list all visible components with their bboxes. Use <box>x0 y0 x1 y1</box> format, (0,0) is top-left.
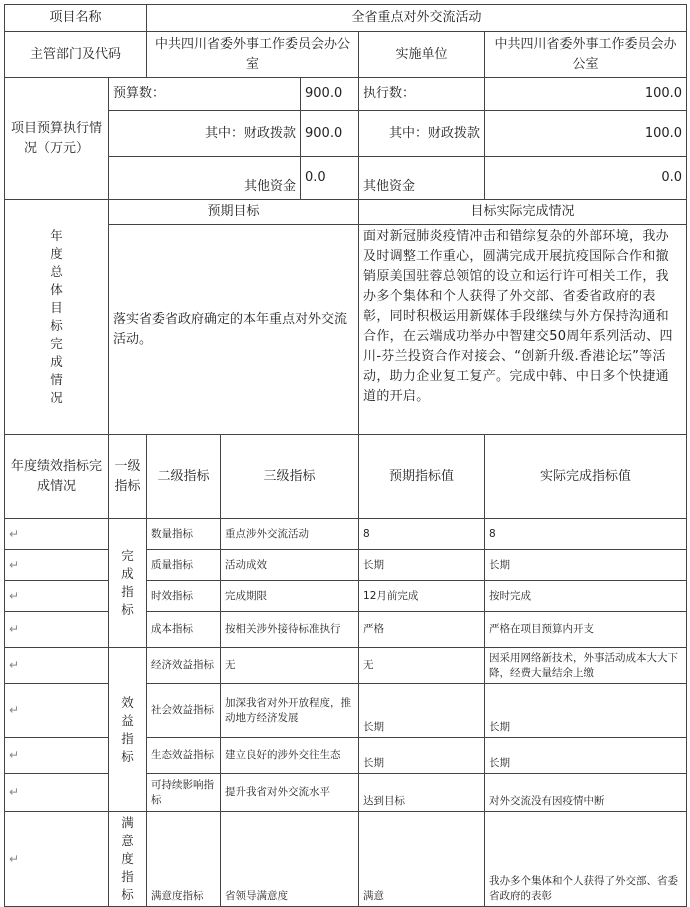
row-l2: 时效指标 <box>147 581 221 612</box>
row-expected: 达到目标 <box>359 774 485 812</box>
row-marker: ↵ <box>5 612 109 648</box>
row-actual: 严格在项目预算内开支 <box>485 612 687 648</box>
row-marker: ↵ <box>5 738 109 774</box>
actual-goal-text: 面对新冠肺炎疫情冲击和错综复杂的外部环境，我办及时调整工作重心，圆满完成开展抗疫国际合作和撤销原美国驻蓉总领馆的设立和运行许可相关工作，我办多个集体和个人获得了外交部、省委省政府的表彰，同时积极运用新媒体手段继续与外方保持沟通和合作，在云端成功举办中智建交50周年系列活动、四川-芬兰投资合作对接会、“创新升级.香港论坛”等活动，助力企业复工复产。完成中韩、中日多个快捷通道的开启。 <box>359 225 687 435</box>
table-row <box>5 648 687 684</box>
expected-goal-header: 预期目标 <box>109 200 359 225</box>
col-level2-header: 二级指标 <box>147 435 221 519</box>
row-l3: 加深我省对外开放程度，推动地方经济发展 <box>221 684 359 738</box>
impl-value: 中共四川省委外事工作委员会办公室 <box>485 32 687 78</box>
dept-value: 中共四川省委外事工作委员会办公室 <box>147 32 359 78</box>
expected-goal-text: 落实省委省政府确定的本年重点对外交流活动。 <box>109 225 359 435</box>
row-actual: 因采用网络新技术，外事活动成本大大下降，经费大量结余上缴 <box>485 648 687 684</box>
row-expected: 严格 <box>359 612 485 648</box>
row-l3: 活动成效 <box>221 550 359 581</box>
row-expected: 长期 <box>359 550 485 581</box>
project-name-label: 项目名称 <box>5 5 147 32</box>
row-marker: ↵ <box>5 648 109 684</box>
row-l2: 质量指标 <box>147 550 221 581</box>
exec-fiscal-label: 其中：财政拨款 <box>359 111 485 157</box>
table-row <box>5 684 687 738</box>
exec-label: 执行数： <box>359 78 485 111</box>
budget-other-label: 其他资金 <box>109 157 301 200</box>
row-expected: 12月前完成 <box>359 581 485 612</box>
budget-label: 预算数： <box>109 78 301 111</box>
row-l2: 生态效益指标 <box>147 738 221 774</box>
actual-goal-header: 目标实际完成情况 <box>359 200 687 225</box>
row-l3: 建立良好的涉外交往生态 <box>221 738 359 774</box>
row-l2: 数量指标 <box>147 519 221 550</box>
budget-value: 900.0 <box>301 78 359 111</box>
row-actual: 8 <box>485 519 687 550</box>
row-expected: 无 <box>359 648 485 684</box>
budget-fiscal-label: 其中：财政拨款 <box>109 111 301 157</box>
row-actual: 长期 <box>485 684 687 738</box>
table-row <box>5 581 687 612</box>
row-marker: ↵ <box>5 519 109 550</box>
row-l3: 提升我省对外交流水平 <box>221 774 359 812</box>
col-level3-header: 三级指标 <box>221 435 359 519</box>
row-expected: 长期 <box>359 684 485 738</box>
row-expected: 长期 <box>359 738 485 774</box>
impl-label: 实施单位 <box>359 32 485 78</box>
table-row <box>5 550 687 581</box>
dept-label: 主管部门及代码 <box>5 32 147 78</box>
table-row <box>5 812 687 907</box>
annual-goal-vertical-text: 年 度 总 体 目 标 完 成 情 况 <box>50 228 63 405</box>
row-l2: 满意度指标 <box>147 812 221 907</box>
budget-other-value: 0.0 <box>301 157 359 200</box>
row-actual: 按时完成 <box>485 581 687 612</box>
table-row <box>5 738 687 774</box>
row-actual: 对外交流没有因疫情中断 <box>485 774 687 812</box>
row-l2: 社会效益指标 <box>147 684 221 738</box>
exec-other-label: 其他资金 <box>359 157 485 200</box>
budget-section-label: 项目预算执行情况（万元） <box>5 78 109 200</box>
group-satisfaction-text: 满 意 度 指 标 <box>121 815 134 902</box>
row-l3: 无 <box>221 648 359 684</box>
row-actual: 长期 <box>485 550 687 581</box>
row-marker: ↵ <box>5 774 109 812</box>
group-benefit <box>109 648 147 812</box>
project-name-value: 全省重点对外交流活动 <box>147 5 687 32</box>
group-completion-text: 完 成 指 标 <box>121 548 134 617</box>
row-marker: ↵ <box>5 581 109 612</box>
col-expected-header: 预期指标值 <box>359 435 485 519</box>
group-completion <box>109 519 147 648</box>
col-actual-header: 实际完成指标值 <box>485 435 687 519</box>
col-level1-header: 一级指标 <box>109 435 147 519</box>
row-expected: 8 <box>359 519 485 550</box>
perf-section-label: 年度绩效指标完成情况 <box>5 435 109 519</box>
budget-fiscal-value: 900.0 <box>301 111 359 157</box>
group-satisfaction <box>109 812 147 907</box>
row-l2: 经济效益指标 <box>147 648 221 684</box>
row-actual: 长期 <box>485 738 687 774</box>
row-l3: 重点涉外交流活动 <box>221 519 359 550</box>
performance-table <box>4 4 687 907</box>
exec-fiscal-value: 100.0 <box>485 111 687 157</box>
table-row <box>5 519 687 550</box>
annual-goal-label <box>5 200 109 435</box>
exec-value: 100.0 <box>485 78 687 111</box>
row-marker: ↵ <box>5 812 109 907</box>
row-l2: 成本指标 <box>147 612 221 648</box>
row-l3: 省领导满意度 <box>221 812 359 907</box>
table-row <box>5 774 687 812</box>
row-expected: 满意 <box>359 812 485 907</box>
group-benefit-text: 效 益 指 标 <box>121 694 134 764</box>
table-row <box>5 612 687 648</box>
row-l3: 完成期限 <box>221 581 359 612</box>
exec-other-value: 0.0 <box>485 157 687 200</box>
row-marker: ↵ <box>5 550 109 581</box>
row-marker: ↵ <box>5 684 109 738</box>
row-l3: 按相关涉外接待标准执行 <box>221 612 359 648</box>
row-actual: 我办多个集体和个人获得了外交部、省委省政府的表彰 <box>485 812 687 907</box>
row-l2: 可持续影响指标 <box>147 774 221 812</box>
